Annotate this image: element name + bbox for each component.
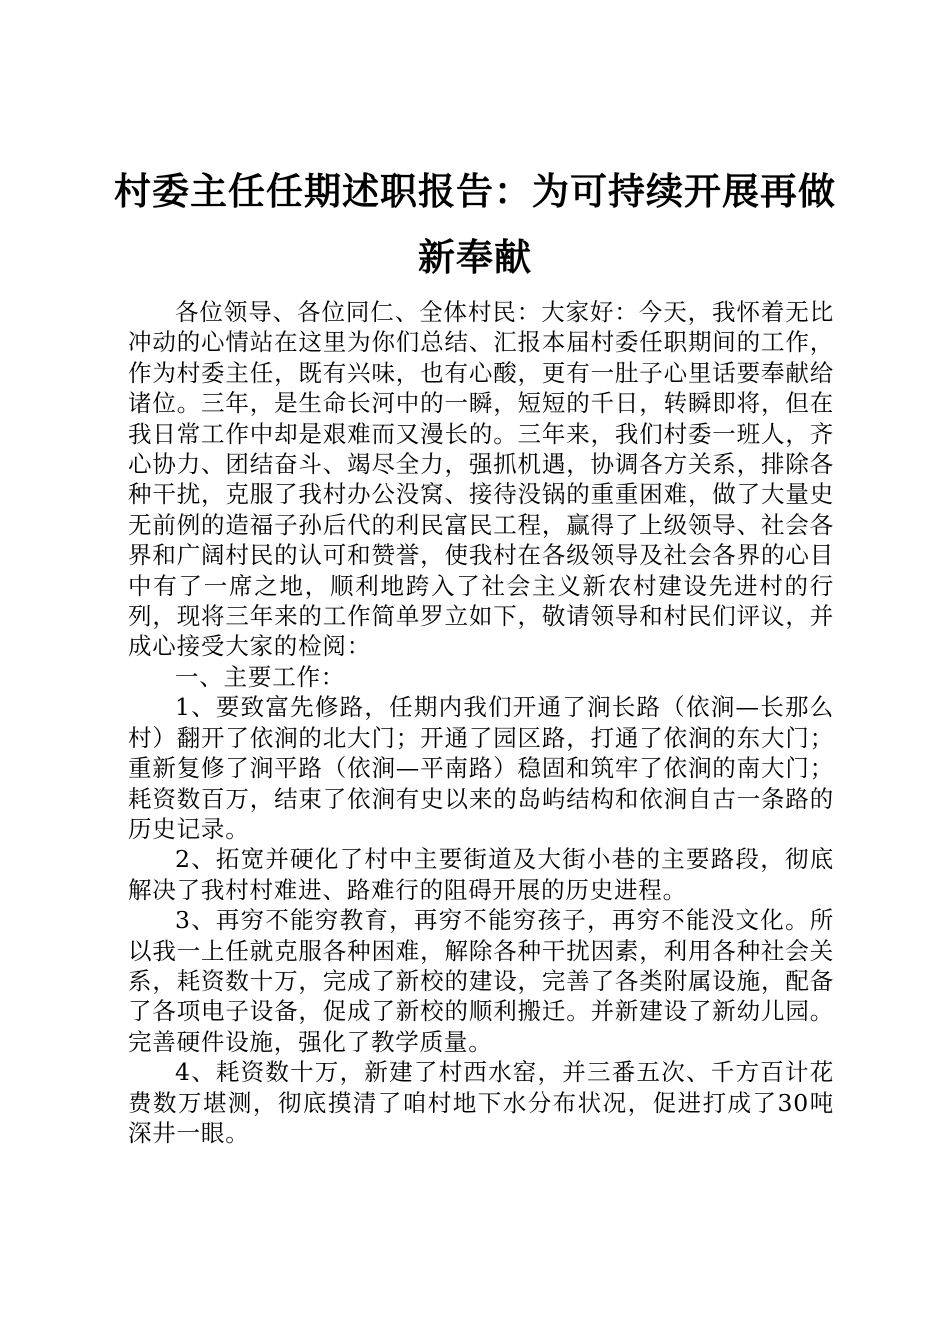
paragraph-intro: 各位领导、各位同仁、全体村民：大家好：今天，我怀着无比冲动的心情站在这里为你们总结、汇报本届村委任职期间的工作，作为村委主任，既有兴味，也有心酸，更有一肚子心里话要奉献给诸位。三年，是生命长河中的一瞬，短短的千日，转瞬即将，但在我日常工作中却是艰难而又漫长的。三年来，我们村委一班人，齐心协力、团结奋斗、竭尽全力，强抓机遇，协调各方关系，排除各种干扰，克服了我村办公没窝、接待没锅的重重困难，做了大量史无前例的造福子孙后代的利民富民工程，赢得了上级领导、社会各界和广阔村民的认可和赞誉，使我村在各级领导及社会各界的心目中有了一席之地，顺利地跨入了社会主义新农村建设先进村的行列，现将三年来的工作简单罗立如下，敬请领导和村民们评议，并成心接受大家的检阅： xyxy=(128,298,834,661)
document-body xyxy=(128,297,834,1148)
paragraph-item-4: 4、耗资数十万，新建了村西水窑，并三番五次、千方百计花费数万堪测，彻底摸清了咱村地下水分布状况，促进打成了30吨深井一眼。 xyxy=(128,1058,834,1147)
document-title: 村委主任任期述职报告：为可持续开展再做新奉献 xyxy=(114,169,836,279)
paragraph-item-2: 2、拓宽并硬化了村中主要街道及大街小巷的主要路段，彻底解决了我村村难进、路难行的阻碍开展的历史进程。 xyxy=(128,845,834,904)
paragraph-item-3: 3、再穷不能穷教育，再穷不能穷孩子，再穷不能没文化。所以我一上任就克服各种困难，解除各种干扰因素，利用各种社会关系，耗资数十万，完成了新校的建设，完善了各类附属设施，配备了各项电子设备，促成了新校的顺利搬迁。并新建设了新幼儿园。完善硬件设施，强化了教学质量。 xyxy=(128,906,834,1056)
paragraph-section-heading: 一、主要工作： xyxy=(175,662,346,691)
paragraph-item-1: 1、要致富先修路，任期内我们开通了涧长路（依涧—长那么村）翻开了依涧的北大门；开通了园区路，打通了依涧的东大门；重新复修了涧平路（依涧—平南路）稳固和筑牢了依涧的南大门；耗资数百万，结束了依涧有史以来的岛屿结构和依涧自古一条路的历史记录。 xyxy=(128,693,834,843)
